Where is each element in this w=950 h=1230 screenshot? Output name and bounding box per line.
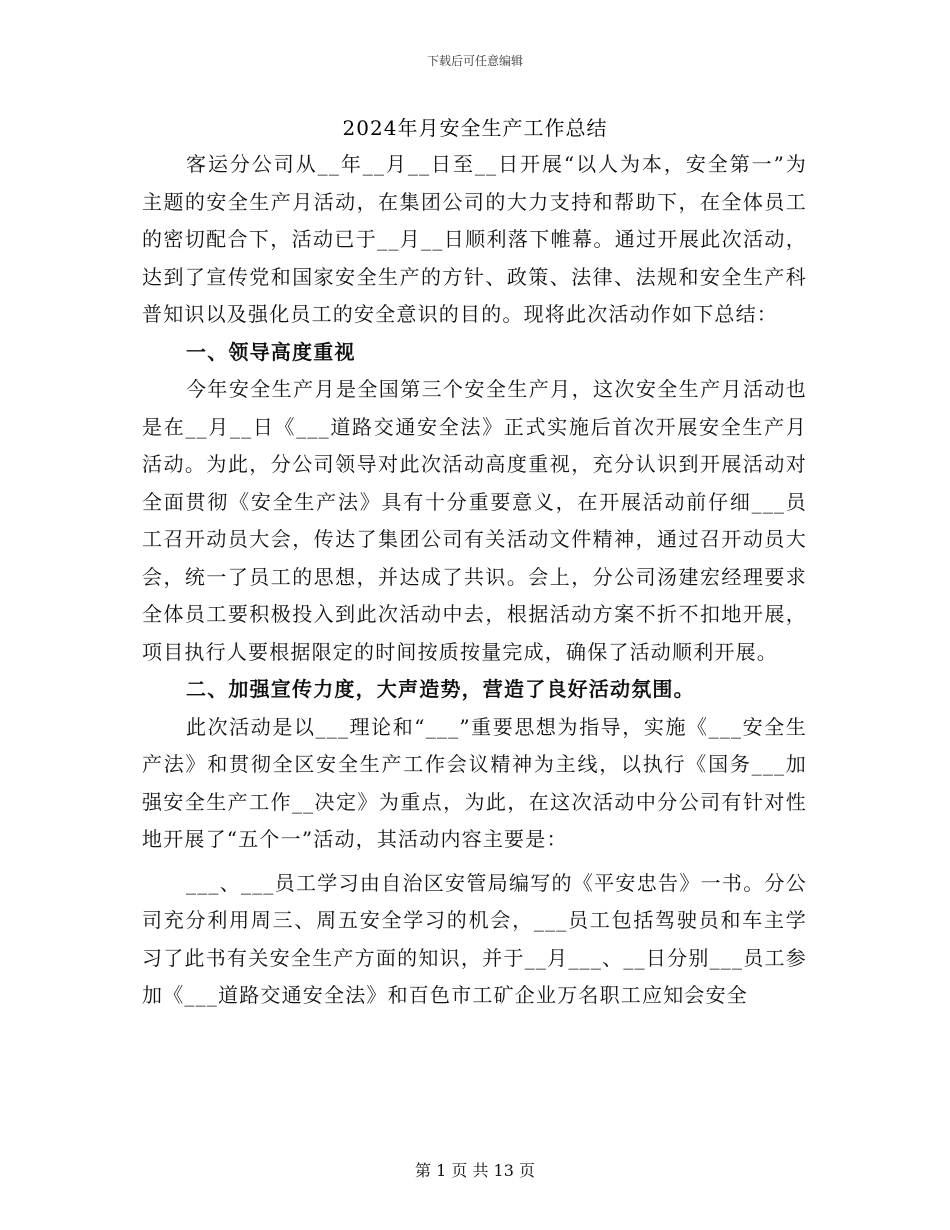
section1-heading: 一、领导高度重视	[186, 339, 356, 364]
intro-paragraph: 客运分公司从__年__月__日至__日开展“以人为本，安全第一”为主题的安全生产月活动，在集团公司的大力支持和帮助下，在全体员工的密切配合下，活动已于__月__日顺利落下帷幕。通过开展此次活动，达到了宣传党和国家安全生产的方针、政策、法律、法规和安全生产科普知识以及强化员工的安全意识的目的。现将此次活动作如下总结：	[142, 152, 807, 326]
section2-heading: 二、加强宣传力度，大声造势，营造了良好活动氛围。	[186, 677, 695, 701]
section1-paragraph: 今年安全生产月是全国第三个安全生产月，这次安全生产月活动也是在__月__日《___道路交通安全法》正式实施后首次开展安全生产月活动。为此，分公司领导对此次活动高度重视，充分认识到开展活动对全面贯彻《安全生产法》具有十分重要意义，在开展活动前仔细___员工召开动员大会，传达了集团公司有关活动文件精神，通过召开动员大会，统一了员工的思想，并达成了共识。会上，分公司汤建宏经理要求全体员工要积极投入到此次活动中去，根据活动方案不折不扣地开展，项目执行人要根据限定的时间按质按量完成，确保了活动顺利开展。	[142, 377, 807, 664]
document-title: 2024年月安全生产工作总结	[342, 116, 608, 140]
section2-paragraph: 此次活动是以___理论和“___”重要思想为指导，实施《___安全生产法》和贯彻全区安全生产工作会议精神为主线，以执行《国务___加强安全生产工作__决定》为重点，为此，在这次活动中分公司有针对性地开展了“五个一”活动，其活动内容主要是：	[142, 714, 807, 851]
section2-item1-paragraph: ___、___员工学习由自治区安管局编写的《平安忠告》一书。分公司充分利用周三、周五安全学习的机会，___员工包括驾驶员和车主学习了此书有关安全生产方面的知识，并于__月___、__日分别___员工参加《___道路交通安全法》和百色市工矿企业万名职工应知会安全	[142, 870, 807, 1007]
document-body	[142, 146, 807, 1015]
download-note: 下载后可任意编辑	[426, 54, 523, 68]
page-number: 第 1 页 共 13 页	[415, 1161, 535, 1180]
